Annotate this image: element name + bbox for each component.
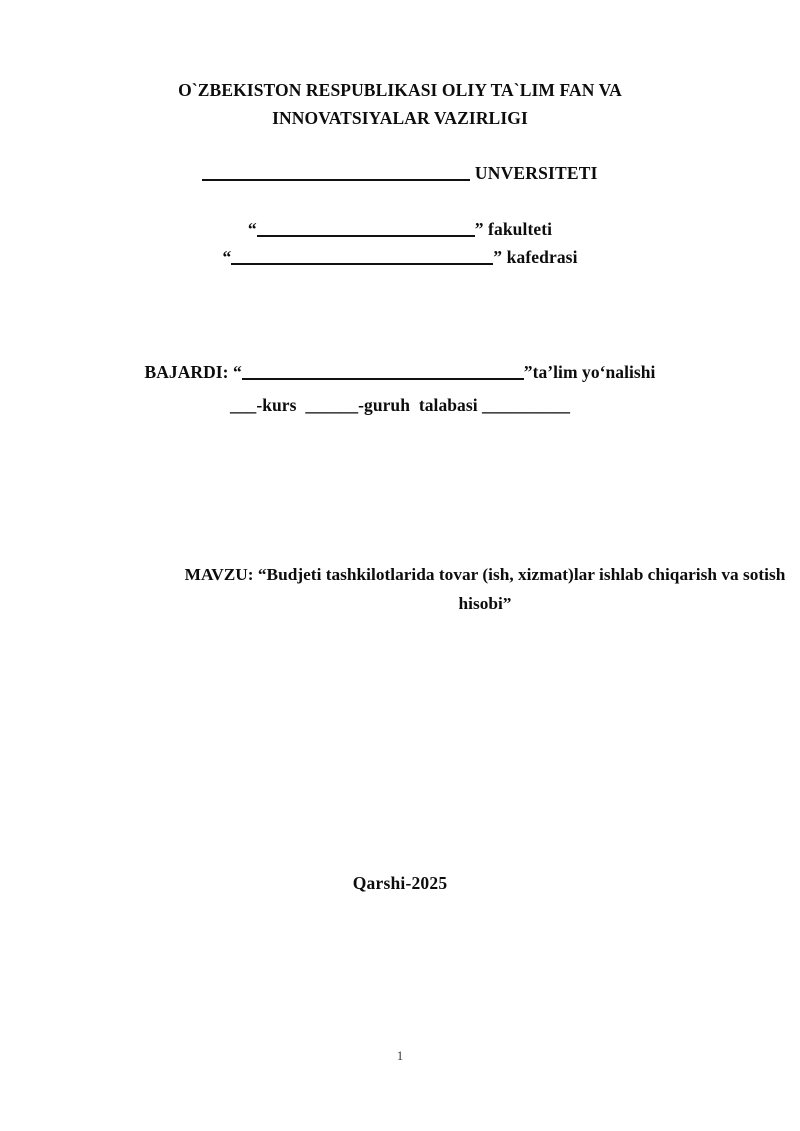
performer-student-blank-field[interactable]: __________ [482, 395, 571, 415]
city-year-line: Qarshi-2025 [352, 873, 448, 893]
department-close-quote: ” [493, 247, 503, 267]
performer-open-quote: “ [232, 362, 242, 382]
ministry-heading [0, 76, 800, 132]
faculty-suffix-label: fakulteti [488, 219, 553, 239]
department-blank-field[interactable] [231, 248, 493, 265]
university-suffix-label: UNVERSITETI [474, 163, 598, 183]
performer-student-label: talabasi [418, 395, 478, 415]
faculty-blank-field[interactable] [257, 220, 475, 237]
ministry-heading-line-2: INNOVATSIYALAR VAZIRLIGI [272, 108, 528, 128]
performer-close-quote: ” [523, 362, 533, 382]
faculty-line [0, 219, 800, 240]
ministry-heading-line-1: O`ZBEKISTON RESPUBLIKASI OLIY TA`LIM FAN VA [178, 80, 622, 100]
department-open-quote: “ [222, 247, 232, 267]
department-line [0, 247, 800, 268]
performer-group-blank-field[interactable]: ______ [305, 395, 359, 415]
performer-program-suffix-label: ta’lim yo‘nalishi [532, 362, 656, 382]
university-line [0, 163, 800, 184]
performer-label: BAJARDI: [144, 362, 229, 382]
performer-course-label: -kurs [256, 395, 297, 415]
performer-gap-1 [296, 395, 305, 415]
performer-course-blank-field[interactable]: ___ [229, 395, 257, 415]
topic-block [85, 560, 800, 618]
faculty-close-quote: ” [474, 219, 484, 239]
university-blank-field[interactable] [202, 164, 470, 181]
performer-line-2 [0, 395, 800, 416]
topic-full-text: MAVZU: “Budjeti tashkilotlarida tovar (ish, xizmat)lar ishlab chiqarish va sotish hisobi” [184, 565, 786, 613]
performer-gap-2 [410, 395, 419, 415]
performer-program-blank-field[interactable] [242, 363, 524, 380]
department-suffix-label: kafedrasi [506, 247, 578, 267]
performer-group-label: -guruh [358, 395, 410, 415]
performer-line-1 [0, 362, 800, 383]
faculty-open-quote: “ [247, 219, 257, 239]
page-number: 1 [396, 1048, 404, 1063]
